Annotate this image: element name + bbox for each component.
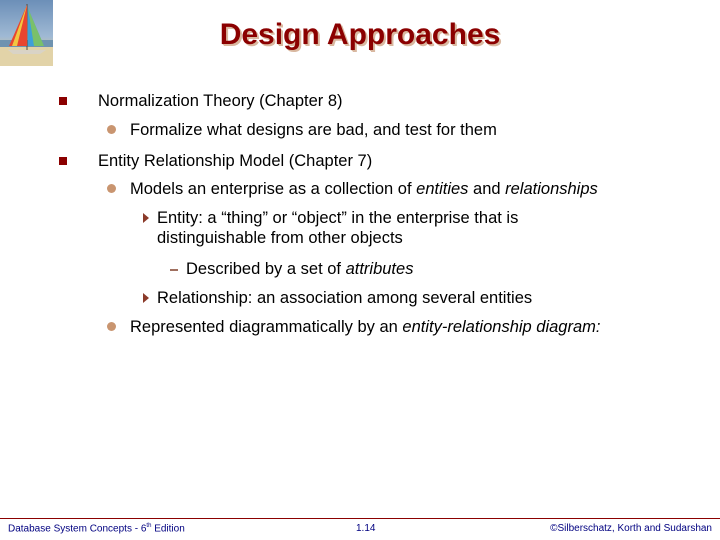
footer-book-title: Database System Concepts - 6th Edition [8,523,185,535]
square-bullet-icon [59,157,67,165]
bullet-formalize-designs: Formalize what designs are bad, and test for them [130,121,497,139]
bullet-er-diagram: Represented diagrammatically by an entity-relationship diagram: [130,318,601,336]
page-number: 1.14 [356,523,376,534]
bullet-normalization-theory: Normalization Theory (Chapter 8) [98,92,343,110]
triangle-bullet-icon [143,293,149,303]
bullet-models-enterprise: Models an enterprise as a collection of entities and relationships [130,180,598,198]
round-bullet-icon [107,184,116,193]
round-bullet-icon [107,322,116,331]
round-bullet-icon [107,125,116,134]
footer-copyright: ©Silberschatz, Korth and Sudarshan [550,523,712,534]
bullet-attributes: Described by a set of attributes [186,260,414,278]
triangle-bullet-icon [143,213,149,223]
square-bullet-icon [59,97,67,105]
bullet-entity-definition: Entity: a “thing” or “object” in the enterprise that is distinguishable from other objects [157,209,519,247]
bullet-entity-relationship-model: Entity Relationship Model (Chapter 7) [98,152,373,170]
bullet-relationship-definition: Relationship: an association among several entities [157,289,533,307]
footer-rule [0,518,720,519]
dash-bullet-icon [170,269,178,271]
slide-title: Design Approaches [219,18,501,51]
